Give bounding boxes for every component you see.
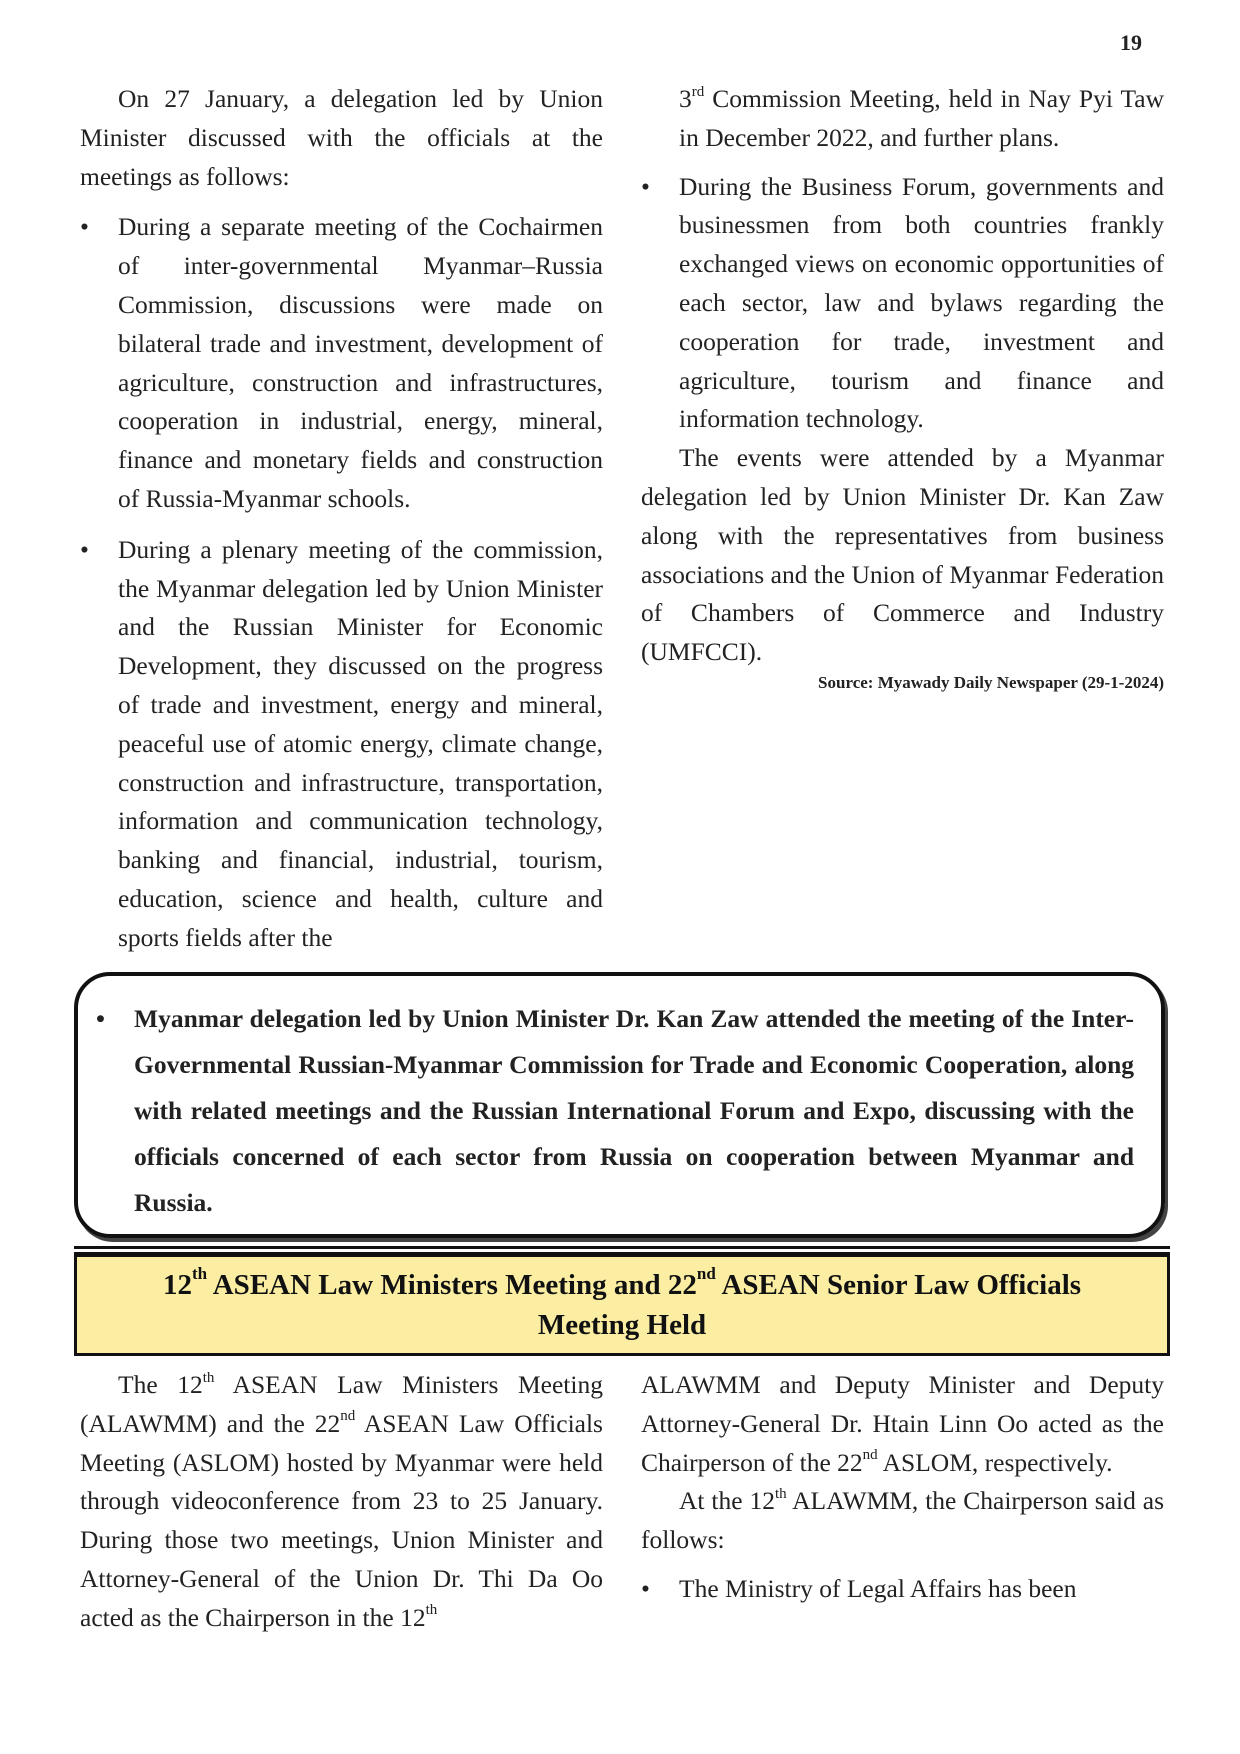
article1-bullet-cochairmen-meeting: • During a separate meeting of the Cochairmen of inter-governmental Myanmar–Russia Commission, discussions were made on bilateral trade and investment, development of agriculture, construction and infrastructures, cooperation in industrial, energy, mineral, finance and monetary fields and construction of Russia-Myanmar schools. xyxy=(80,208,603,518)
article2-paragraph-1: The 12th ASEAN Law Ministers Meeting (ALAWMM) and the 22nd ASEAN Law Officials Meeting (ASLOM) hosted by Myanmar were held through videoconference from 23 to 25 January. During those two meetings, Union Minister and Attorney-General of the Union Dr. Thi Da Oo acted as the Chairperson in the 12th xyxy=(80,1369,603,1632)
article1-bullet-plenary-continued xyxy=(641,80,1164,158)
article1-bullet-business-forum: • During the Business Forum, governments and businessmen from both countries frankly exchanged views on economic opportunities of each sector, law and bylaws regarding the cooperation for trade, investment and agriculture, tourism and finance and information technology. xyxy=(641,168,1164,440)
ordinal-number: 3 xyxy=(679,84,692,113)
article2-paragraph-2: At the 12th ALAWMM, the Chairperson said as follows: xyxy=(641,1485,1165,1555)
article1-bullet-plenary-meeting xyxy=(80,531,603,958)
summary-text: • Myanmar delegation led by Union Minister Dr. Kan Zaw attended the meeting of the Inter-Governmental Russian-Myanmar Commission for Trade and Economic Cooperation, along with related meetings and the Russian International Forum and Expo, discussing with the officials concerned of each sector from Russia on cooperation between Myanmar and Russia. xyxy=(134,996,1134,1226)
article2-right-column xyxy=(641,1366,1164,1609)
article2-bullet-ministry: • The Ministry of Legal Affairs has been xyxy=(641,1570,1164,1609)
article1-intro: On 27 January, a delegation led by Union Minister discussed with the officials at the meetings as follows: xyxy=(80,84,603,191)
article1-left-column xyxy=(80,80,603,958)
plenary-text: During a plenary meeting of the commission, the Myanmar delegation led by Union Minister and the Russian Minister for Economic Development, they discussed on the progress of trade and investment, energy and mineral, peaceful use of atomic energy, climate change, construction and infrastructure, transportation, information and communication technology, banking and financial, industrial, tourism, education, science and health, culture and sports fields after the xyxy=(118,534,603,952)
article1-closing: The events were attended by a Myanmar delegation led by Union Minister Dr. Kan Zaw along with the representatives from business associations and the Union of Myanmar Federation of Chambers of Commerce and Industry (UMFCCI). xyxy=(641,443,1164,667)
article2-title: 12th ASEAN Law Ministers Meeting and 22nd ASEAN Senior Law Officials Meeting Held xyxy=(162,1264,1082,1341)
article1-source: Source: Myawady Daily Newspaper (29-1-2024) xyxy=(818,672,1164,692)
summary-box xyxy=(74,972,1165,1238)
article2-paragraph-1-continued: ALAWMM and Deputy Minister and Deputy Attorney-General Dr. Htain Linn Oo acted as the Chairperson of the 22nd ASLOM, respectively. xyxy=(641,1370,1164,1477)
plenary-text-end: Commission Meeting, held in Nay Pyi Taw in December 2022, and further plans. xyxy=(679,84,1164,152)
page-number: 19 xyxy=(1120,30,1142,55)
article2-title-box xyxy=(74,1254,1170,1356)
section-divider xyxy=(74,1246,1170,1249)
article2-left-column xyxy=(80,1366,603,1638)
article1-right-column xyxy=(641,80,1164,694)
ordinal-suffix: rd xyxy=(691,83,705,100)
